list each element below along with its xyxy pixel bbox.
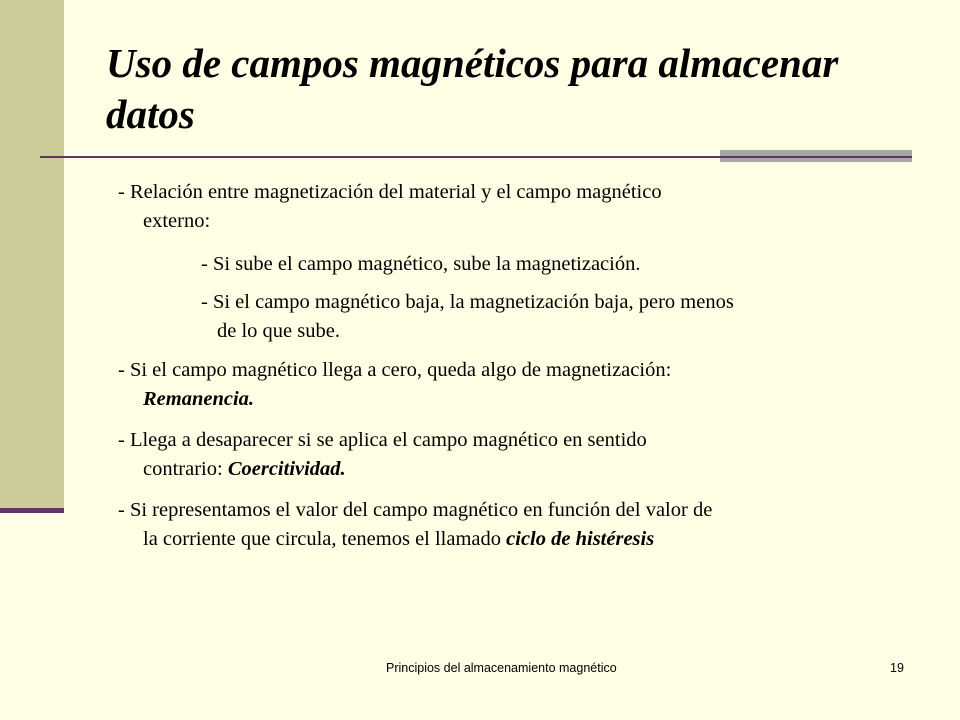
bullet-line: - Llega a desaparecer si se aplica el campo magnético en sentido <box>118 429 647 451</box>
slide-title: Uso de campos magnéticos para almacenar datos <box>106 40 839 137</box>
bullet-line: contrario: <box>143 458 228 480</box>
left-accent-bar-base <box>0 508 64 513</box>
sub-bullet-field-rises <box>201 250 640 279</box>
title-rule <box>40 156 912 158</box>
bullet-line: - Si el campo magnético baja, la magnetización baja, pero menos <box>201 291 734 313</box>
term-remanence: Remanencia. <box>143 388 255 410</box>
bullet-hysteresis <box>118 496 712 554</box>
bullet-line: de lo que sube. <box>217 320 340 342</box>
bullet-line: - Relación entre magnetización del material y el campo magnético <box>118 181 662 203</box>
bullet-line: - Si el campo magnético llega a cero, queda algo de magnetización: <box>118 359 672 381</box>
sub-bullet-field-falls <box>201 288 734 346</box>
bullet-remanence <box>118 356 671 414</box>
footer-text: Principios del almacenamiento magnético <box>386 661 617 675</box>
bullet-line: la corriente que circula, tenemos el llamado <box>143 528 507 550</box>
term-coercivity: Coercitividad. <box>227 458 346 480</box>
bullet-line: - Si sube el campo magnético, sube la magnetización. <box>201 253 641 275</box>
bullet-magnetization-relation <box>118 178 662 236</box>
left-accent-bar <box>0 0 64 508</box>
page-number: 19 <box>890 661 904 675</box>
bullet-coercivity <box>118 426 647 484</box>
bullet-line: - Si representamos el valor del campo magnético en función del valor de <box>118 499 713 521</box>
title-rule-accent-bottom <box>720 158 912 162</box>
term-hysteresis-cycle: ciclo de histéresis <box>506 528 655 550</box>
bullet-line: externo: <box>143 210 211 232</box>
